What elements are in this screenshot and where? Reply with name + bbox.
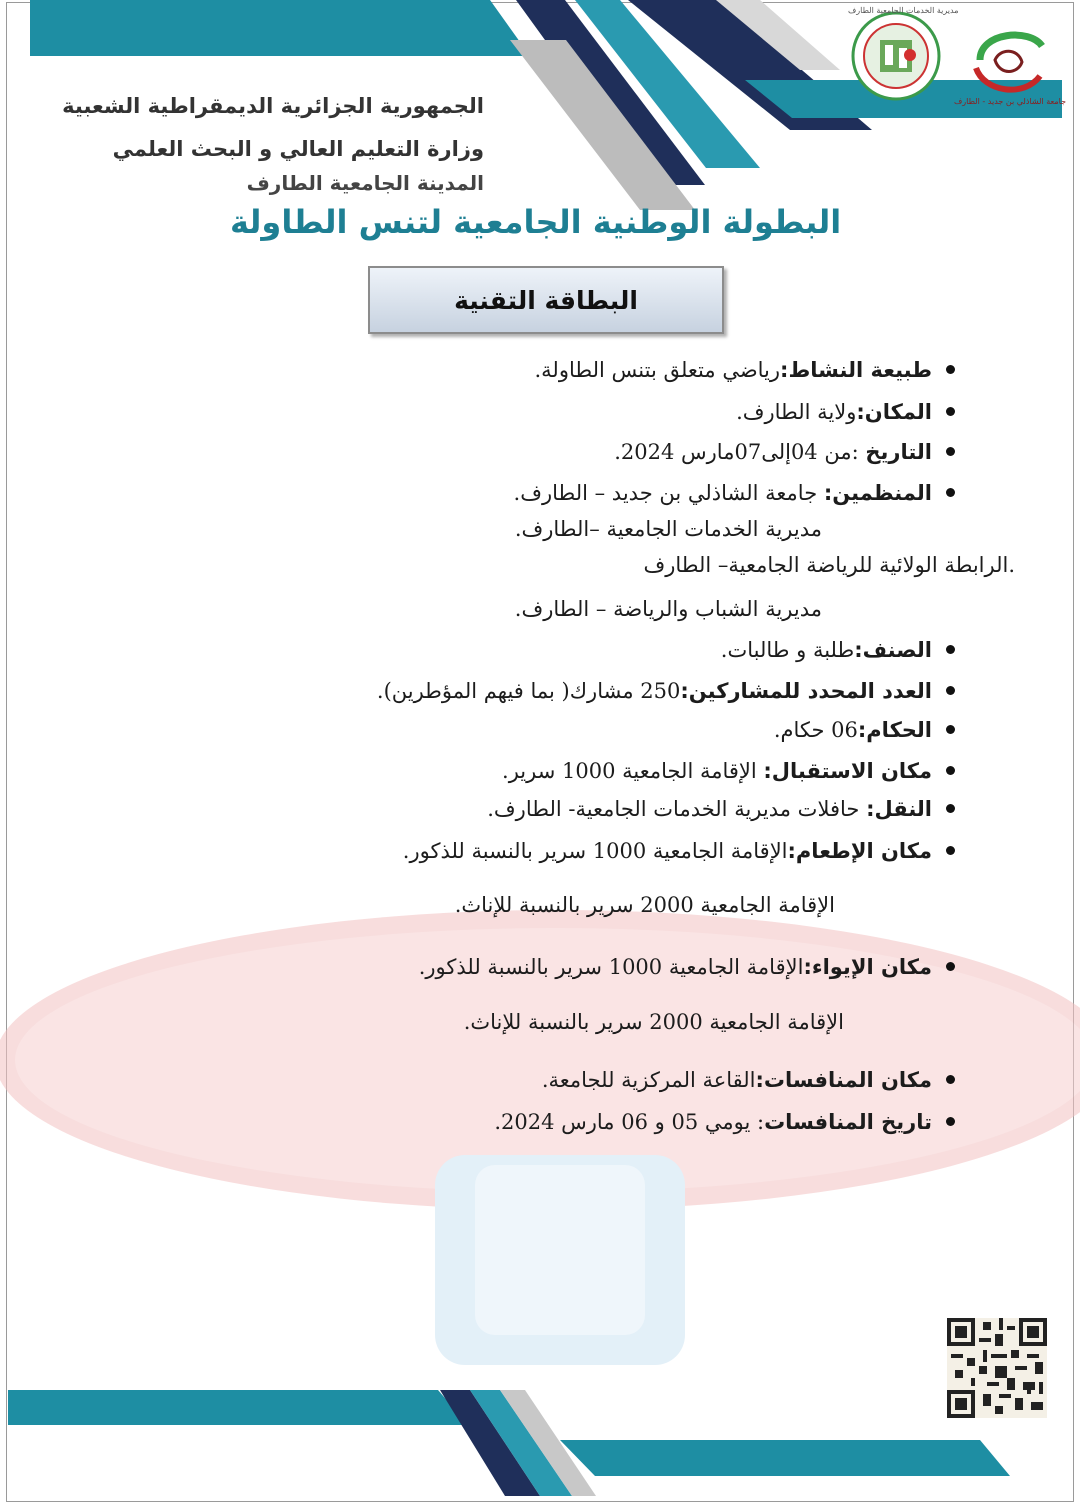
list-item: العدد المحدد للمشاركين:250 مشارك( بما فيهم المؤطرين). (377, 679, 955, 703)
bullet-icon (946, 686, 955, 695)
list-item: مكان المنافسات:القاعة المركزية للجامعة. (542, 1068, 955, 1092)
bullet-icon (946, 488, 955, 497)
list-item: الحكام:06 حكام. (774, 718, 955, 742)
bullet-icon (946, 766, 955, 775)
list-item-continuation: .الرابطة الولائية للرياضة الجامعية– الطارف (643, 553, 1015, 577)
list-item: مكان الإيواء:الإقامة الجامعية 1000 سرير بالنسبة للذكور. (419, 955, 955, 979)
bottom-decoration (8, 1390, 1010, 1496)
list-item: النقل: حافلات مديرية الخدمات الجامعية- الطارف. (487, 797, 955, 821)
list-item: المنظمين: جامعة الشاذلي بن جديد – الطارف. (514, 481, 955, 505)
bullet-icon (946, 725, 955, 734)
bullet-icon (946, 962, 955, 971)
list-item-continuation: الإقامة الجامعية 2000 سرير بالنسبة للإناث. (463, 1010, 844, 1034)
technical-card-title: البطاقة التقنية (454, 285, 638, 315)
event-title: البطولة الوطنية الجامعية لتنس الطاولة (230, 203, 842, 241)
bullet-icon (946, 1117, 955, 1126)
list-item: طبيعة النشاط:رياضي متعلق بتنس الطاولة. (534, 358, 955, 382)
list-item-continuation: مديرية الشباب والرياضة – الطارف. (514, 597, 822, 621)
list-item: مكان الإطعام:الإقامة الجامعية 1000 سرير بالنسبة للذكور. (403, 839, 955, 863)
list-item: مكان الاستقبال: الإقامة الجامعية 1000 سرير. (502, 759, 955, 783)
ministry-name: وزارة التعليم العالي و البحث العلمي (112, 137, 484, 161)
university-logo-caption: جامعة الشاذلي بن جديد - الطارف (953, 97, 1067, 106)
list-item: التاريخ :من 04إلى07مارس 2024. (614, 440, 955, 464)
bullet-icon (946, 645, 955, 654)
list-item-continuation: مديرية الخدمات الجامعية –الطارف. (514, 517, 822, 541)
bullet-icon (946, 1075, 955, 1084)
list-item-continuation: الإقامة الجامعية 2000 سرير بالنسبة للإناث. (454, 893, 835, 917)
bullet-icon (946, 804, 955, 813)
bullet-icon (946, 447, 955, 456)
university-services-logo (850, 10, 942, 102)
republic-name: الجمهورية الجزائرية الديمقراطية الشعبية (62, 94, 484, 118)
bullet-icon (946, 846, 955, 855)
university-logo (953, 20, 1067, 108)
bullet-icon (946, 407, 955, 416)
list-item: المكان:ولاية الطارف. (736, 400, 955, 424)
qr-code (947, 1318, 1047, 1418)
technical-card-box (368, 266, 724, 334)
list-item: الصنف:طلبة و طالبات. (721, 638, 955, 662)
services-logo-caption: مديرية الخدمات الجامعية الطارف (848, 6, 959, 15)
bullet-icon (946, 365, 955, 374)
university-city-name: المدينة الجامعية الطارف (246, 171, 484, 195)
list-item: تاريخ المنافسات: يومي 05 و 06 مارس 2024. (494, 1110, 955, 1134)
